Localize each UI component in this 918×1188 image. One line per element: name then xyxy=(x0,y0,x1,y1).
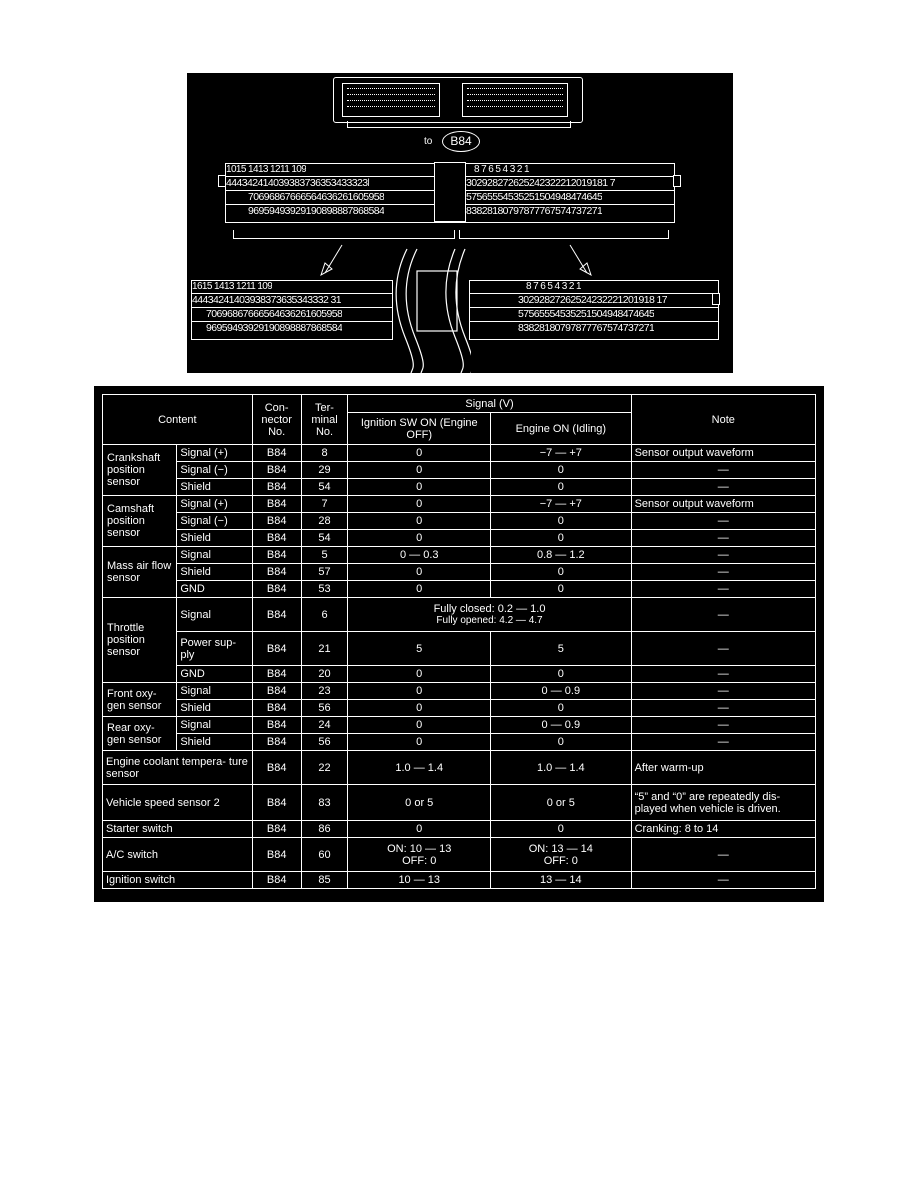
engine-on-idling-header: Engine ON (Idling) xyxy=(491,413,632,445)
row-connector: B84 xyxy=(252,581,301,598)
row-terminal: 5 xyxy=(301,547,348,564)
row-label: Ignition switch xyxy=(103,872,253,889)
table-row xyxy=(103,462,816,479)
terminal-no-header: Ter- minal No. xyxy=(301,395,348,445)
top-row2-left: 444342414039383736353433323l xyxy=(226,177,370,189)
row-engine-value: 0 or 5 xyxy=(491,785,632,821)
row-terminal: 60 xyxy=(301,838,348,872)
row-engine-value: 1.0 — 1.4 xyxy=(491,751,632,785)
rear-o2-group-label: Rear oxy- gen sensor xyxy=(103,717,177,751)
row-engine-value: −7 — +7 xyxy=(491,496,632,513)
row-ignition-value: 5 xyxy=(348,632,491,666)
row-sub-label: Signal (+) xyxy=(177,445,252,462)
ecu-plug-left-block xyxy=(342,83,440,117)
arrow-right-icon xyxy=(565,241,595,281)
right-half-bracket xyxy=(459,230,669,239)
row-sub-label: Signal (+) xyxy=(177,496,252,513)
left-half-bracket xyxy=(233,230,455,239)
row-label: Engine coolant tempera- ture sensor xyxy=(103,751,253,785)
arrow-left-icon xyxy=(317,241,347,281)
row-terminal: 86 xyxy=(301,821,348,838)
row-sub-label: GND xyxy=(177,666,252,683)
row-terminal: 28 xyxy=(301,513,348,530)
row-sub-label: Shield xyxy=(177,700,252,717)
ac-ignition-value xyxy=(348,838,491,872)
bottom-connector-left xyxy=(191,280,393,340)
row-terminal: 83 xyxy=(301,785,348,821)
top-connector-center-gap xyxy=(434,162,466,222)
bottom-row2-left: 44434241403938373635343332 31 xyxy=(192,294,342,306)
row-note: Sensor output waveform xyxy=(631,445,815,462)
row-note: After warm-up xyxy=(631,751,815,785)
row-note: Cranking: 8 to 14 xyxy=(631,821,815,838)
row-engine-value: 0 xyxy=(491,734,632,751)
ac-ignition-off: OFF: 0 xyxy=(402,854,437,867)
crankshaft-group-label: Crankshaft position sensor xyxy=(103,445,177,496)
row-connector: B84 xyxy=(252,496,301,513)
bottom-row4-right: 83828180797877767574737271 xyxy=(518,322,655,334)
signal-v-header: Signal (V) xyxy=(348,395,631,413)
row-connector: B84 xyxy=(252,717,301,734)
terminal-table xyxy=(102,394,816,889)
content-header: Content xyxy=(103,395,253,445)
row-note: — xyxy=(631,581,815,598)
row-terminal: 57 xyxy=(301,564,348,581)
row-terminal: 56 xyxy=(301,700,348,717)
row-terminal: 29 xyxy=(301,462,348,479)
row-sub-label: Signal (−) xyxy=(177,462,252,479)
row-connector: B84 xyxy=(252,445,301,462)
row-engine-value: 5 xyxy=(491,632,632,666)
row-connector: B84 xyxy=(252,785,301,821)
table-row xyxy=(103,479,816,496)
row-engine-value: 0 xyxy=(491,564,632,581)
row-ignition-value: 0 xyxy=(348,564,491,581)
table-row xyxy=(103,445,816,462)
row-ignition-value: 1.0 — 1.4 xyxy=(348,751,491,785)
row-ignition-value: 0 xyxy=(348,717,491,734)
row-engine-value: 0.8 — 1.2 xyxy=(491,547,632,564)
row-ignition-value: 0 xyxy=(348,700,491,717)
plug-bracket xyxy=(347,121,571,128)
top-row1-left: 1015 1413 1211 109 xyxy=(226,164,307,175)
bottom-row2-right: 30292827262524232221201918 17 xyxy=(518,294,668,306)
top-row1-right: 8 7 6 5 4 3 2 1 xyxy=(474,164,529,175)
row-engine-value: 0 xyxy=(491,700,632,717)
row-connector: B84 xyxy=(252,872,301,889)
row-connector: B84 xyxy=(252,479,301,496)
table-row xyxy=(103,734,816,751)
connector-diagram xyxy=(187,73,733,373)
row-sub-label: Shield xyxy=(177,530,252,547)
row-sub-label: GND xyxy=(177,581,252,598)
row-label: Starter switch xyxy=(103,821,253,838)
row-note: — xyxy=(631,462,815,479)
row-engine-value: 0 xyxy=(491,479,632,496)
ac-engine-on: ON: 13 — 14 xyxy=(528,842,593,855)
row-ignition-value: 0 xyxy=(348,530,491,547)
bottom-row3-right: 57565554535251504948474645 xyxy=(518,308,655,320)
row-engine-value: 0 xyxy=(491,666,632,683)
row-ignition-value: 0 xyxy=(348,581,491,598)
row-sub-label: Signal xyxy=(177,547,252,564)
row-ignition-value: 0 xyxy=(348,445,491,462)
row-note: — xyxy=(631,717,815,734)
row-note: “5” and “0” are repeatedly dis- played when vehicle is driven. xyxy=(631,785,815,821)
row-ignition-value: 10 — 13 xyxy=(348,872,491,889)
ac-engine-off: OFF: 0 xyxy=(543,854,578,867)
row-terminal: 54 xyxy=(301,530,348,547)
to-label: to xyxy=(424,136,433,147)
row-terminal: 56 xyxy=(301,734,348,751)
ecu-plug-right-block xyxy=(462,83,568,117)
ignition-sw-on-header: Ignition SW ON (Engine OFF) xyxy=(348,413,491,445)
row-note: — xyxy=(631,872,815,889)
row-engine-value: 0 xyxy=(491,462,632,479)
row-connector: B84 xyxy=(252,751,301,785)
bottom-row1-right: 8 7 6 5 4 3 2 1 xyxy=(526,281,581,292)
row-label: Vehicle speed sensor 2 xyxy=(103,785,253,821)
row-note: — xyxy=(631,632,815,666)
row-ignition-value: 0 — 0.3 xyxy=(348,547,491,564)
row-sub-label: Signal xyxy=(177,717,252,734)
table-row xyxy=(103,872,816,889)
row-ignition-value: 0 xyxy=(348,683,491,700)
row-terminal: 24 xyxy=(301,717,348,734)
row-terminal: 22 xyxy=(301,751,348,785)
top-row4-left: 96959493929190898887868584 xyxy=(248,205,385,217)
row-connector: B84 xyxy=(252,666,301,683)
top-row4-right: 83828180797877767574737271 xyxy=(466,205,603,217)
row-connector: B84 xyxy=(252,547,301,564)
row-engine-value: 0 — 0.9 xyxy=(491,683,632,700)
row-engine-value: 0 xyxy=(491,821,632,838)
break-lines xyxy=(391,247,471,373)
camshaft-group-label: Camshaft position sensor xyxy=(103,496,177,547)
row-connector: B84 xyxy=(252,513,301,530)
table-row xyxy=(103,683,816,700)
table-row xyxy=(103,496,816,513)
row-note: — xyxy=(631,513,815,530)
top-connector xyxy=(225,163,675,223)
row-sub-label: Signal xyxy=(177,598,252,632)
table-row xyxy=(103,598,816,632)
row-terminal: 20 xyxy=(301,666,348,683)
throttle-group-label: Throttle position sensor xyxy=(103,598,177,683)
row-connector: B84 xyxy=(252,462,301,479)
fully-closed-value: Fully closed: 0.2 — 1.0 xyxy=(433,602,546,615)
row-ignition-value: 0 xyxy=(348,479,491,496)
row-ignition-value: 0 xyxy=(348,734,491,751)
table-row xyxy=(103,785,816,821)
row-engine-value: 0 xyxy=(491,530,632,547)
row-terminal: 21 xyxy=(301,632,348,666)
table-row xyxy=(103,564,816,581)
row-connector: B84 xyxy=(252,598,301,632)
row-connector: B84 xyxy=(252,683,301,700)
bottom-row1-left: 1615 1413 1211 109 xyxy=(192,281,273,292)
b84-connector-label: B84 xyxy=(442,131,480,152)
row-ignition-value: 0 xyxy=(348,513,491,530)
row-ignition-value: 0 xyxy=(348,666,491,683)
table-row xyxy=(103,632,816,666)
row-terminal: 85 xyxy=(301,872,348,889)
row-terminal: 7 xyxy=(301,496,348,513)
table-row xyxy=(103,666,816,683)
table-row xyxy=(103,530,816,547)
row-sub-label: Shield xyxy=(177,734,252,751)
table-row xyxy=(103,547,816,564)
row-note: — xyxy=(631,666,815,683)
row-note: Sensor output waveform xyxy=(631,496,815,513)
row-note: — xyxy=(631,838,815,872)
fully-opened-value: Fully opened: 4.2 — 4.7 xyxy=(436,614,543,626)
table-row xyxy=(103,717,816,734)
row-ignition-value: 0 xyxy=(348,821,491,838)
note-header: Note xyxy=(631,395,815,445)
row-connector: B84 xyxy=(252,632,301,666)
front-o2-group-label: Front oxy- gen sensor xyxy=(103,683,177,717)
row-sub-label: Power sup- ply xyxy=(177,632,252,666)
table-row xyxy=(103,581,816,598)
row-terminal: 23 xyxy=(301,683,348,700)
row-ignition-value: 0 or 5 xyxy=(348,785,491,821)
bottom-row4-left: 96959493929190898887868584 xyxy=(206,322,343,334)
row-sub-label: Signal xyxy=(177,683,252,700)
row-engine-value: 0 xyxy=(491,581,632,598)
row-engine-value: 0 xyxy=(491,513,632,530)
ac-ignition-on: ON: 10 — 13 xyxy=(387,842,452,855)
row-ignition-value: 0 xyxy=(348,462,491,479)
throttle-signal-merged xyxy=(348,598,631,632)
row-note: — xyxy=(631,564,815,581)
row-note: — xyxy=(631,734,815,751)
row-sub-label: Shield xyxy=(177,479,252,496)
row-connector: B84 xyxy=(252,530,301,547)
bottom-row3-left: 70696867666564636261605958 xyxy=(206,308,343,320)
table-row xyxy=(103,700,816,717)
table-row xyxy=(103,751,816,785)
row-engine-value: 0 — 0.9 xyxy=(491,717,632,734)
ac-engine-value xyxy=(491,838,632,872)
bottom-connector-right xyxy=(469,280,719,340)
row-engine-value: 13 — 14 xyxy=(491,872,632,889)
row-label: A/C switch xyxy=(103,838,253,872)
row-engine-value: −7 — +7 xyxy=(491,445,632,462)
row-ignition-value: 0 xyxy=(348,496,491,513)
row-terminal: 54 xyxy=(301,479,348,496)
top-row2-right: 302928272625242322212019181 7 xyxy=(466,177,616,189)
row-terminal: 53 xyxy=(301,581,348,598)
row-note: — xyxy=(631,683,815,700)
table-row xyxy=(103,821,816,838)
row-note: — xyxy=(631,700,815,717)
row-sub-label: Shield xyxy=(177,564,252,581)
row-note: — xyxy=(631,479,815,496)
row-note: — xyxy=(631,598,815,632)
row-terminal: 8 xyxy=(301,445,348,462)
row-note: — xyxy=(631,547,815,564)
terminal-table-panel xyxy=(94,386,824,902)
table-row xyxy=(103,838,816,872)
row-connector: B84 xyxy=(252,700,301,717)
ecu-plug xyxy=(333,77,583,123)
row-connector: B84 xyxy=(252,821,301,838)
connector-no-header: Con- nector No. xyxy=(252,395,301,445)
top-row3-right: 57565554535251504948474645 xyxy=(466,191,603,203)
table-row xyxy=(103,513,816,530)
row-connector: B84 xyxy=(252,564,301,581)
row-connector: B84 xyxy=(252,838,301,872)
top-row3-left: 70696867666564636261605958 xyxy=(248,191,385,203)
row-note: — xyxy=(631,530,815,547)
maf-group-label: Mass air flow sensor xyxy=(103,547,177,598)
row-sub-label: Signal (−) xyxy=(177,513,252,530)
row-terminal: 6 xyxy=(301,598,348,632)
row-connector: B84 xyxy=(252,734,301,751)
